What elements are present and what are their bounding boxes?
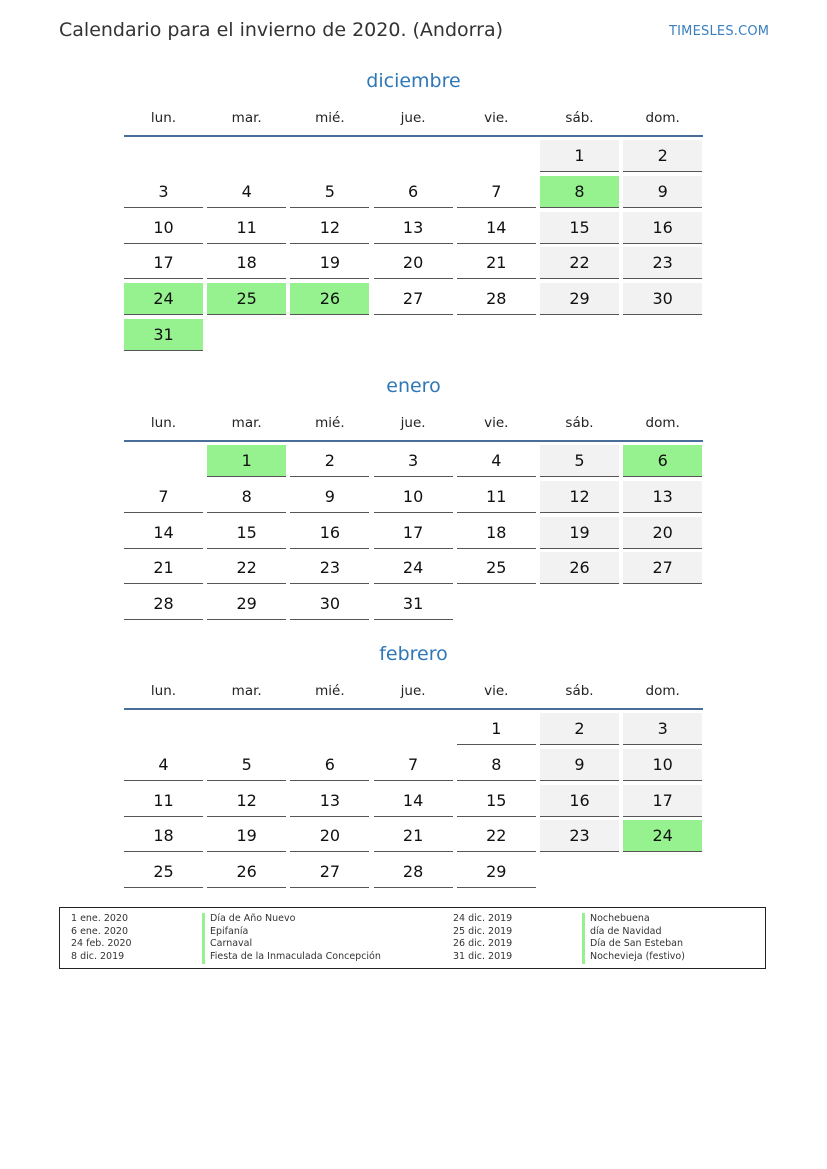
weekday-label: dom. xyxy=(645,415,680,431)
day-cell: 17 xyxy=(124,247,203,279)
weekday-label: mar. xyxy=(231,110,262,126)
holiday-day-cell: 25 xyxy=(207,283,286,315)
holiday-day-cell: 26 xyxy=(290,283,369,315)
day-cell: 21 xyxy=(124,552,203,584)
day-cell: 18 xyxy=(457,517,536,549)
day-cell: 30 xyxy=(623,283,702,315)
day-cell: 20 xyxy=(290,820,369,852)
day-cell: 6 xyxy=(290,749,369,781)
day-cell: 2 xyxy=(540,713,619,745)
legend-holiday-name: Epifanía xyxy=(210,925,249,937)
day-cell: 26 xyxy=(207,856,286,888)
day-cell: 13 xyxy=(374,212,453,244)
header-divider xyxy=(124,708,703,710)
legend-dates-left xyxy=(71,913,191,964)
holiday-day-cell: 31 xyxy=(124,319,203,351)
weekday-header xyxy=(124,683,703,701)
day-cell: 31 xyxy=(374,588,453,620)
weekday-header xyxy=(124,415,703,433)
legend-date: 31 dic. 2019 xyxy=(453,951,513,963)
legend-date: 6 ene. 2020 xyxy=(71,925,128,937)
day-cell: 18 xyxy=(207,247,286,279)
day-cell: 10 xyxy=(623,749,702,781)
holiday-day-cell: 24 xyxy=(124,283,203,315)
day-cell: 29 xyxy=(457,856,536,888)
day-cell: 12 xyxy=(290,212,369,244)
weekday-label: lun. xyxy=(150,110,177,126)
day-cell: 26 xyxy=(540,552,619,584)
weekday-label: sáb. xyxy=(565,110,594,126)
weekday-label: jue. xyxy=(400,110,426,126)
header-divider xyxy=(124,440,703,442)
day-cell: 12 xyxy=(540,481,619,513)
day-cell: 9 xyxy=(540,749,619,781)
weekday-label: dom. xyxy=(645,110,680,126)
legend-holiday-name: Nochebuena xyxy=(590,913,650,924)
legend-date: 25 dic. 2019 xyxy=(453,925,513,937)
day-cell: 28 xyxy=(124,588,203,620)
day-cell: 10 xyxy=(124,212,203,244)
day-cell: 27 xyxy=(623,552,702,584)
legend-holiday-name: Día de San Esteban xyxy=(590,938,683,950)
day-cell: 19 xyxy=(540,517,619,549)
month-title: diciembre xyxy=(366,70,461,92)
legend-holiday-name: Fiesta de la Inmaculada Concepción xyxy=(210,951,381,963)
day-cell: 14 xyxy=(124,517,203,549)
month-title: febrero xyxy=(379,643,448,665)
day-cell: 16 xyxy=(623,212,702,244)
day-cell: 14 xyxy=(457,212,536,244)
day-cell: 11 xyxy=(207,212,286,244)
day-cell: 23 xyxy=(540,820,619,852)
day-cell: 9 xyxy=(623,176,702,208)
day-cell: 21 xyxy=(457,247,536,279)
day-cell: 24 xyxy=(374,552,453,584)
holiday-day-cell: 24 xyxy=(623,820,702,852)
day-cell: 22 xyxy=(207,552,286,584)
weekday-header xyxy=(124,110,703,128)
weekday-label: mar. xyxy=(231,683,262,699)
day-cell: 5 xyxy=(540,445,619,477)
day-cell: 4 xyxy=(207,176,286,208)
legend-dates-right xyxy=(453,913,573,964)
day-cell: 13 xyxy=(623,481,702,513)
page-title: Calendario para el invierno de 2020. (Andorra) xyxy=(59,19,504,41)
day-cell: 18 xyxy=(124,820,203,852)
weekday-label: dom. xyxy=(645,683,680,699)
weekday-label: jue. xyxy=(400,415,426,431)
day-cell: 3 xyxy=(374,445,453,477)
holiday-legend xyxy=(59,907,766,969)
day-cell: 22 xyxy=(540,247,619,279)
day-cell: 23 xyxy=(623,247,702,279)
day-cell: 15 xyxy=(207,517,286,549)
day-cell: 25 xyxy=(457,552,536,584)
weekday-label: mié. xyxy=(315,415,345,431)
holiday-day-cell: 8 xyxy=(540,176,619,208)
legend-holiday-name: Día de Año Nuevo xyxy=(210,913,296,924)
day-cell: 8 xyxy=(457,749,536,781)
day-cell: 27 xyxy=(290,856,369,888)
day-cell: 20 xyxy=(374,247,453,279)
day-cell: 29 xyxy=(207,588,286,620)
day-cell: 4 xyxy=(457,445,536,477)
weekday-label: vie. xyxy=(484,415,509,431)
day-cell: 6 xyxy=(374,176,453,208)
legend-holiday-name: Nochevieja (festivo) xyxy=(590,951,685,963)
brand-link[interactable]: TIMESLES.COM xyxy=(669,24,770,39)
day-cell: 27 xyxy=(374,283,453,315)
day-cell: 23 xyxy=(290,552,369,584)
day-cell: 28 xyxy=(457,283,536,315)
day-cell: 19 xyxy=(207,820,286,852)
day-cell: 5 xyxy=(207,749,286,781)
header-divider xyxy=(124,135,703,137)
weekday-label: vie. xyxy=(484,110,509,126)
day-cell: 7 xyxy=(374,749,453,781)
weekday-label: mié. xyxy=(315,683,345,699)
day-cell: 16 xyxy=(540,785,619,817)
weekday-label: jue. xyxy=(400,683,426,699)
day-cell: 7 xyxy=(457,176,536,208)
weekday-label: mar. xyxy=(231,415,262,431)
holiday-day-cell: 6 xyxy=(623,445,702,477)
day-cell: 29 xyxy=(540,283,619,315)
day-cell: 15 xyxy=(540,212,619,244)
day-cell: 25 xyxy=(124,856,203,888)
legend-date: 1 ene. 2020 xyxy=(71,913,128,924)
day-cell: 12 xyxy=(207,785,286,817)
day-cell: 3 xyxy=(623,713,702,745)
day-cell: 2 xyxy=(623,140,702,172)
day-cell: 21 xyxy=(374,820,453,852)
legend-names-right xyxy=(582,913,685,964)
legend-date: 26 dic. 2019 xyxy=(453,938,513,950)
legend-date: 24 feb. 2020 xyxy=(71,938,132,950)
day-cell: 19 xyxy=(290,247,369,279)
day-cell: 10 xyxy=(374,481,453,513)
legend-date: 8 dic. 2019 xyxy=(71,951,125,963)
day-cell: 16 xyxy=(290,517,369,549)
day-cell: 17 xyxy=(623,785,702,817)
weekday-label: lun. xyxy=(150,683,177,699)
month-title: enero xyxy=(386,375,441,397)
legend-holiday-name: día de Navidad xyxy=(590,925,662,937)
day-cell: 8 xyxy=(207,481,286,513)
weekday-label: sáb. xyxy=(565,415,594,431)
day-cell: 14 xyxy=(374,785,453,817)
day-cell: 11 xyxy=(124,785,203,817)
day-cell: 5 xyxy=(290,176,369,208)
legend-holiday-name: Carnaval xyxy=(210,938,253,950)
day-cell: 2 xyxy=(290,445,369,477)
legend-names-left xyxy=(202,913,381,964)
day-cell: 3 xyxy=(124,176,203,208)
weekday-label: mié. xyxy=(315,110,345,126)
day-cell: 15 xyxy=(457,785,536,817)
day-cell: 30 xyxy=(290,588,369,620)
day-cell: 1 xyxy=(540,140,619,172)
day-cell: 4 xyxy=(124,749,203,781)
weekday-label: vie. xyxy=(484,683,509,699)
day-cell: 17 xyxy=(374,517,453,549)
day-cell: 7 xyxy=(124,481,203,513)
day-cell: 28 xyxy=(374,856,453,888)
day-cell: 20 xyxy=(623,517,702,549)
day-cell: 22 xyxy=(457,820,536,852)
day-cell: 9 xyxy=(290,481,369,513)
legend-date: 24 dic. 2019 xyxy=(453,913,513,924)
day-cell: 13 xyxy=(290,785,369,817)
day-cell: 1 xyxy=(457,713,536,745)
weekday-label: sáb. xyxy=(565,683,594,699)
weekday-label: lun. xyxy=(150,415,177,431)
holiday-day-cell: 1 xyxy=(207,445,286,477)
day-cell: 11 xyxy=(457,481,536,513)
